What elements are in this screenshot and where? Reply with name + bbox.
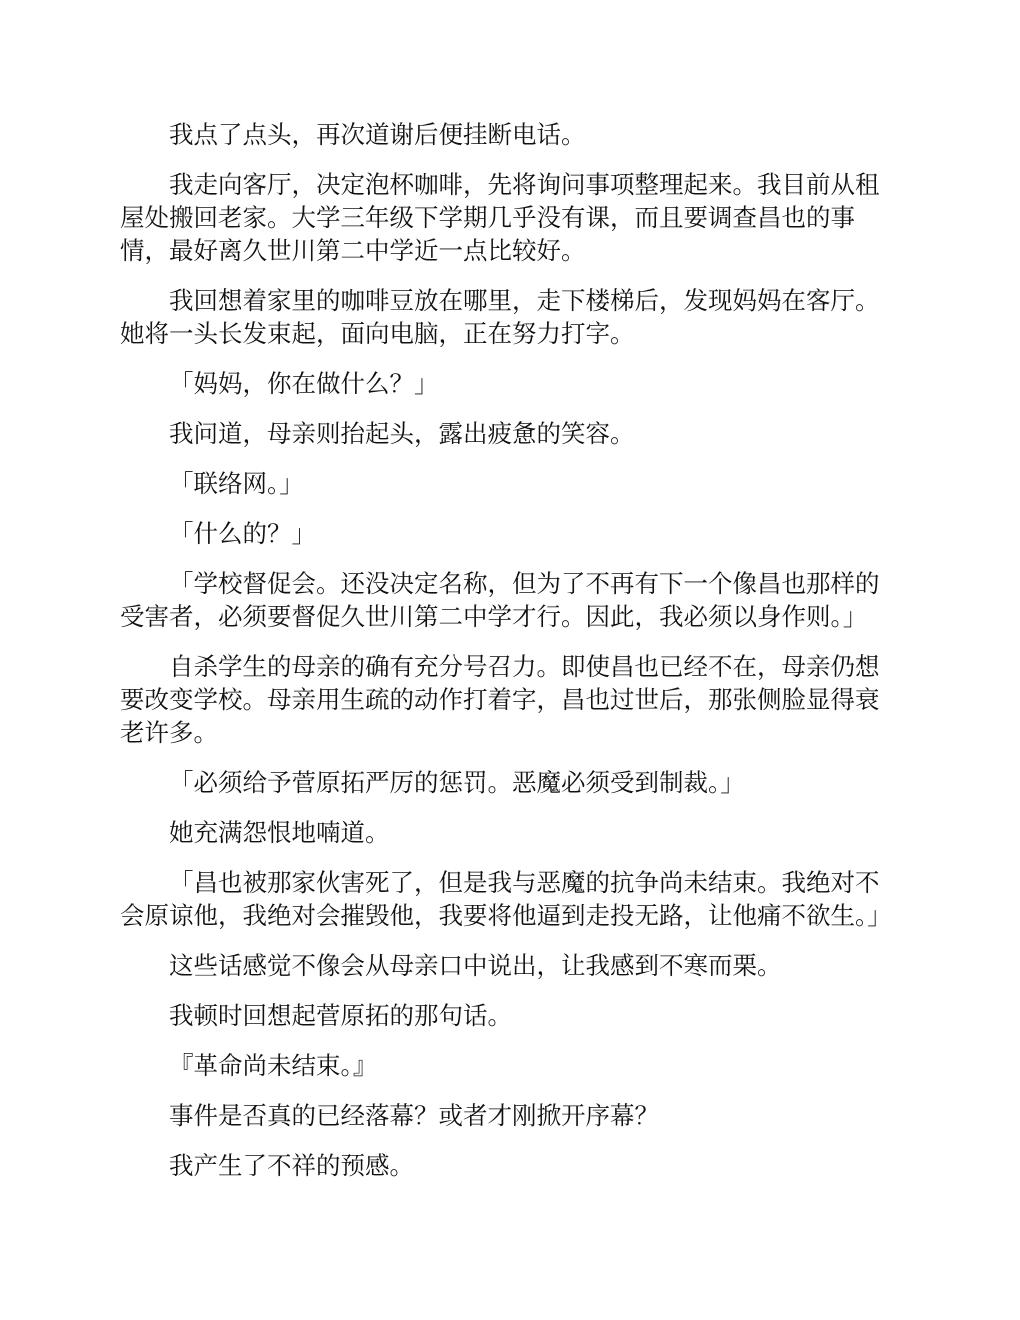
paragraph: 自杀学生的母亲的确有充分号召力。即使昌也已经不在，母亲仍想要改变学校。母亲用生疏的动作打着字，昌也过世后，那张侧脸显得衰老许多。 (120, 652, 880, 747)
paragraph: 她充满怨恨地喃道。 (169, 818, 390, 847)
paragraph: 我走向客厅，决定泡杯咖啡，先将询问事项整理起来。我目前从租屋处搬回老家。大学三年级下学期几乎没有课，而且要调查昌也的事情，最好离久世川第二中学近一点比较好。 (120, 170, 880, 265)
paragraph: 我顿时回想起菅原拓的那句话。 (169, 1001, 512, 1030)
paragraph: 这些话感觉不像会从母亲口中说出，让我感到不寒而栗。 (169, 951, 782, 980)
paragraph: 我问道，母亲则抬起头，露出疲惫的笑容。 (169, 419, 635, 448)
paragraph: 「妈妈，你在做什么？」 (169, 369, 439, 398)
paragraph: 「必须给予菅原拓严厉的惩罚。恶魔必须受到制裁。」 (169, 768, 745, 797)
paragraph: 事件是否真的已经落幕？或者才刚掀开序幕？ (169, 1101, 659, 1130)
paragraph: 「联络网。」 (169, 469, 304, 498)
paragraph: 「什么的？」 (169, 519, 316, 548)
paragraph: 我回想着家里的咖啡豆放在哪里，走下楼梯后，发现妈妈在客厅。她将一头长发束起，面向电脑，正在努力打字。 (120, 286, 880, 348)
paragraph: 「昌也被那家伙害死了，但是我与恶魔的抗争尚未结束。我绝对不会原谅他，我绝对会摧毁他，我要将他逼到走投无路，让他痛不欲生。」 (120, 868, 892, 930)
paragraph: 「学校督促会。还没决定名称，但为了不再有下一个像昌也那样的受害者，必须要督促久世川第二中学才行。因此，我必须以身作则。」 (120, 569, 880, 631)
paragraph: 我点了点头，再次道谢后便挂断电话。 (169, 120, 586, 149)
paragraph: 我产生了不祥的预感。 (169, 1151, 414, 1180)
paragraph: 『革命尚未结束。』 (169, 1051, 378, 1080)
